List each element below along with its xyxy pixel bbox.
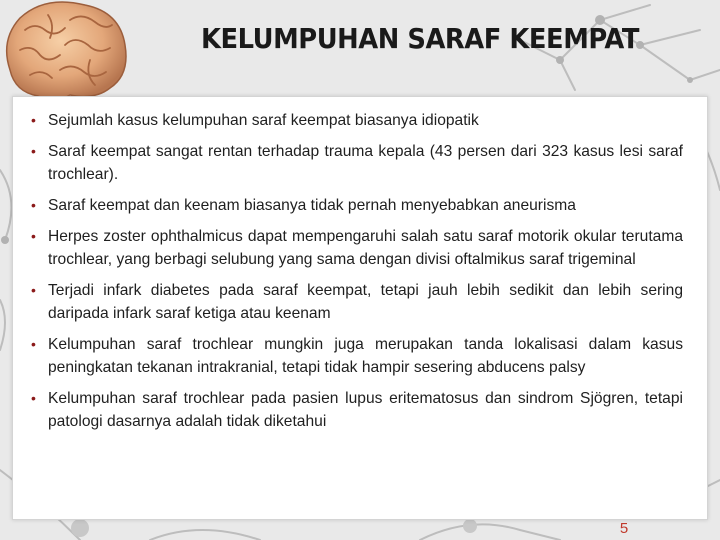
page-number: 5: [619, 520, 629, 537]
brain-icon: [0, 0, 135, 105]
content-panel: [12, 96, 708, 520]
bullet-text: Saraf keempat sangat rentan terhadap trauma kepala (43 persen dari 323 kasus lesi saraf trochlear).: [48, 143, 683, 183]
bullet-text: Kelumpuhan saraf trochlear mungkin juga merupakan tanda lokalisasi dalam kasus peningkatan tekanan intrakranial, tetapi tidak hampir sesering abducens palsy: [48, 336, 683, 376]
list-item: [31, 225, 683, 271]
slide-title: KELUMPUHAN SARAF KEEMPAT: [200, 22, 640, 55]
bullet-list: [13, 97, 707, 433]
list-item: [31, 387, 683, 433]
bullet-text: Herpes zoster ophthalmicus dapat mempengaruhi salah satu saraf motorik okular terutama trochlear, yang berbagi selubung yang sama dengan divisi oftalmikus saraf trigeminal: [48, 228, 683, 268]
bullet-text: Terjadi infark diabetes pada saraf keempat, tetapi jauh lebih sedikit dan lebih sering daripada infark saraf ketiga atau keenam: [48, 282, 683, 322]
list-item: [31, 279, 683, 325]
bullet-icon: •: [31, 228, 36, 244]
bullet-icon: •: [31, 282, 36, 298]
list-item: [31, 194, 683, 217]
list-item: [31, 333, 683, 379]
list-item: [31, 109, 683, 132]
list-item: [31, 140, 683, 186]
bullet-icon: •: [31, 112, 36, 128]
bullet-text: Kelumpuhan saraf trochlear pada pasien lupus eritematosus dan sindrom Sjögren, tetapi patologi dasarnya adalah tidak diketahui: [48, 390, 683, 430]
bullet-icon: •: [31, 143, 36, 159]
bullet-text: Sejumlah kasus kelumpuhan saraf keempat biasanya idiopatik: [48, 112, 479, 129]
bullet-text: Saraf keempat dan keenam biasanya tidak pernah menyebabkan aneurisma: [48, 197, 576, 214]
bullet-icon: •: [31, 390, 36, 406]
bullet-icon: •: [31, 197, 36, 213]
bullet-icon: •: [31, 336, 36, 352]
